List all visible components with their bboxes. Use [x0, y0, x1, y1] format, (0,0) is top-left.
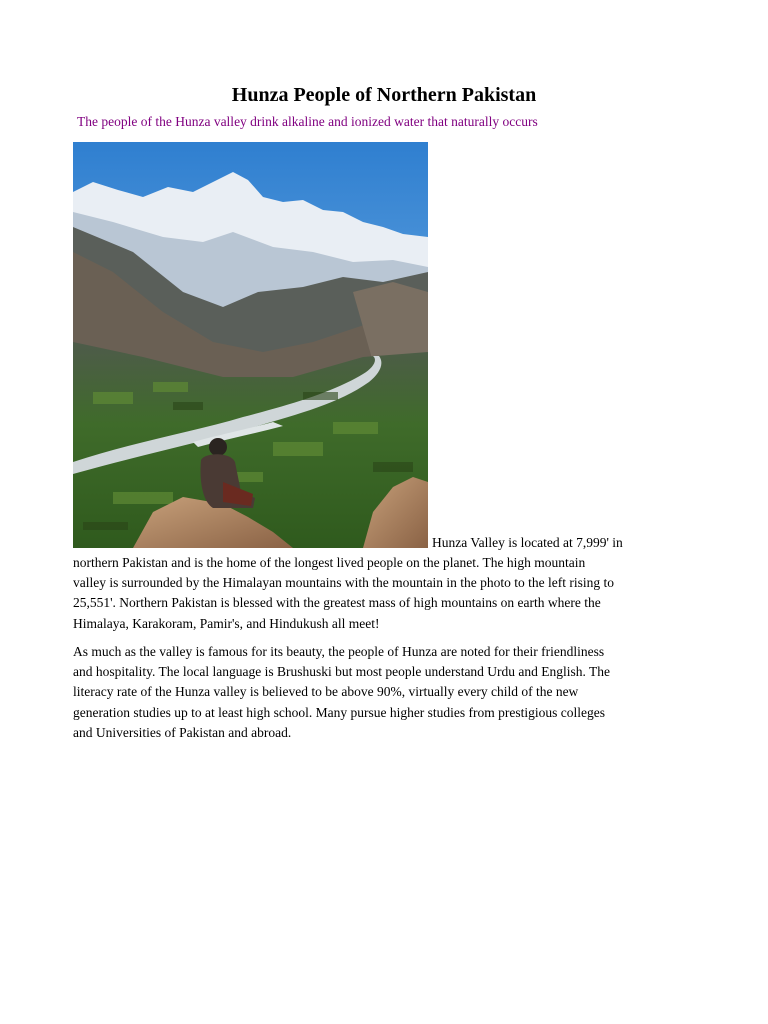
- paragraph-1-line: 25,551'. Northern Pakistan is blessed with the greatest mass of high mountains on earth where the: [73, 595, 601, 611]
- paragraph-2-line: and hospitality. The local language is Brushuski but most people understand Urdu and English. The: [73, 664, 611, 680]
- paragraph-2-line: generation studies up to at least high school. Many pursue higher studies from prestigious colleges: [73, 704, 606, 720]
- paragraph-2: [73, 642, 703, 743]
- paragraph-1-line: northern Pakistan and is the home of the longest lived people on the planet. The high mountain: [73, 555, 586, 570]
- page-subtitle: The people of the Hunza valley drink alkaline and ionized water that naturally occurs: [77, 114, 538, 129]
- paragraph-1: [73, 553, 703, 634]
- paragraph-2-line: and Universities of Pakistan and abroad.: [73, 724, 292, 740]
- hunza-valley-photo: [73, 142, 428, 548]
- page-title: Hunza People of Northern Pakistan: [231, 84, 537, 106]
- paragraph-2-line: literacy rate of the Hunza valley is believed to be above 90%, virtually every child of the new: [73, 684, 579, 700]
- paragraph-1-first-line: Hunza Valley is located at 7,999' in: [432, 535, 623, 550]
- paragraph-1-line: Himalaya, Karakoram, Pamir's, and Hindukush all meet!: [73, 615, 380, 631]
- paragraph-1-line: valley is surrounded by the Himalayan mountains with the mountain in the photo to the left rising to: [73, 575, 615, 591]
- paragraph-2-line: As much as the valley is famous for its beauty, the people of Hunza are noted for their friendliness: [73, 644, 605, 659]
